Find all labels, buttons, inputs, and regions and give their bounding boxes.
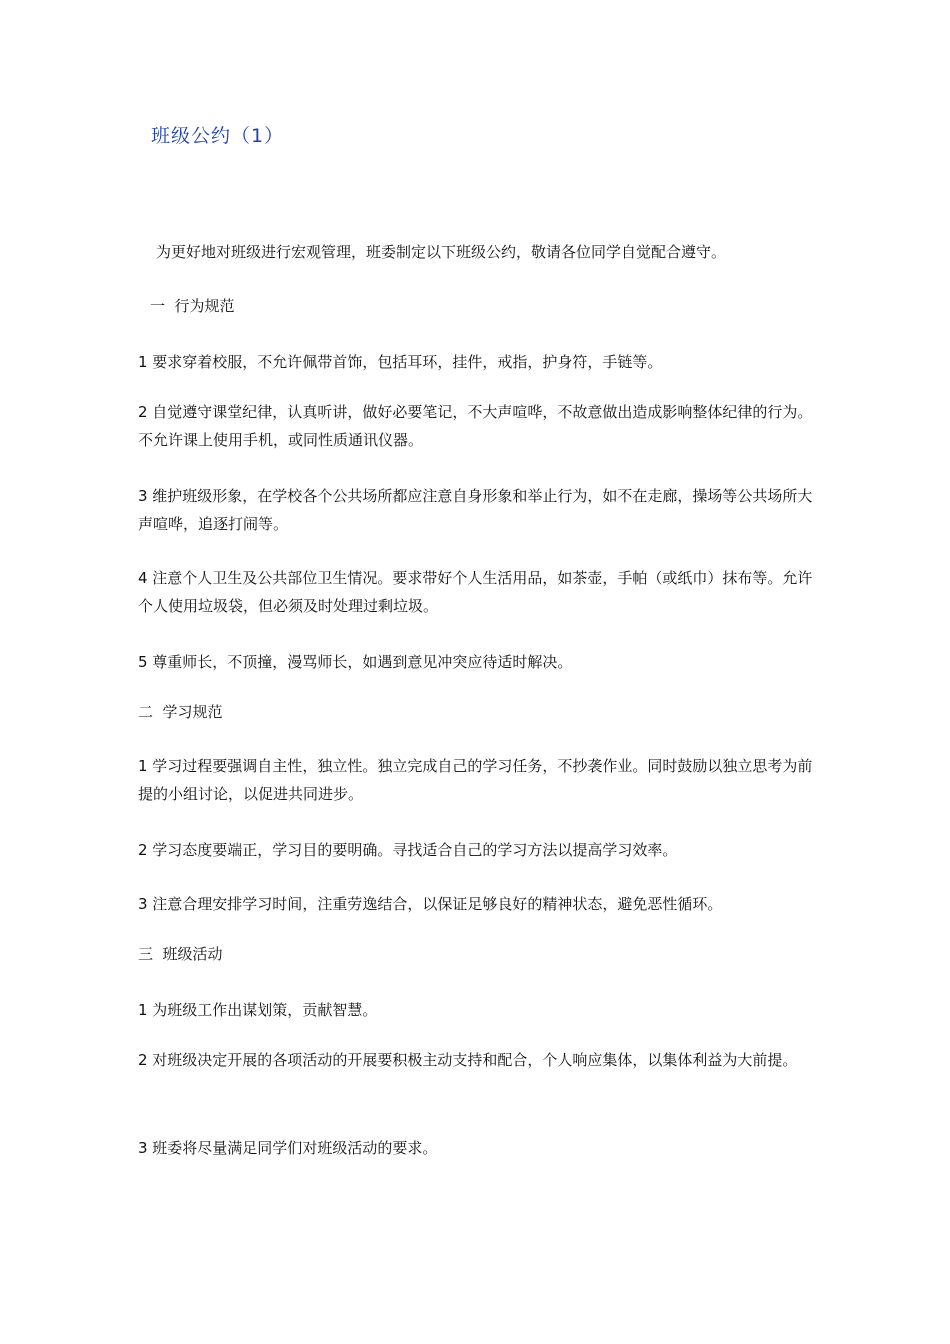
study-rule-1: 1 学习过程要强调自主性，独立性。独立完成自己的学习任务，不抄袭作业。同时鼓励以独立思考为前提的小组讨论，以促进共同进步。 [138,757,813,803]
activity-rule-3: 3 班委将尽量满足同学们对班级活动的要求。 [138,1139,438,1157]
section-heading-study: 二 学习规范 [138,703,223,721]
activity-rule-2: 2 对班级决定开展的各项活动的开展要积极主动支持和配合，个人响应集体，以集体利益为大前提。 [138,1051,798,1069]
study-rule-2: 2 学习态度要端正，学习目的要明确。寻找适合自己的学习方法以提高学习效率。 [138,841,678,859]
behavior-rule-2: 2 自觉遵守课堂纪律，认真听讲，做好必要笔记，不大声喧哗，不故意做出造成影响整体纪律的行为。不允许课上使用手机，或同性质通讯仪器。 [138,403,813,449]
section-heading-behavior: 一 行为规范 [150,297,235,315]
section-heading-activities: 三 班级活动 [138,945,223,963]
activity-rule-1: 1 为班级工作出谋划策，贡献智慧。 [138,1001,378,1019]
behavior-rule-1: 1 要求穿着校服，不允许佩带首饰，包括耳环，挂件，戒指，护身符，手链等。 [138,353,663,371]
behavior-rule-3: 3 维护班级形象，在学校各个公共场所都应注意自身形象和举止行为，如不在走廊，操场等公共场所大声喧哗，追逐打闹等。 [138,487,813,533]
intro-paragraph: 为更好地对班级进行宏观管理，班委制定以下班级公约，敬请各位同学自觉配合遵守。 [156,243,727,261]
study-rule-3: 3 注意合理安排学习时间，注重劳逸结合，以保证足够良好的精神状态，避免恶性循环。 [138,895,723,913]
behavior-rule-5: 5 尊重师长，不顶撞，漫骂师长，如遇到意见冲突应待适时解决。 [138,653,573,671]
page-title: 班级公约（1） [151,125,285,147]
behavior-rule-4: 4 注意个人卫生及公共部位卫生情况。要求带好个人生活用品，如茶壶，手帕（或纸巾）抹布等。允许个人使用垃圾袋，但必须及时处理过剩垃圾。 [138,569,813,615]
